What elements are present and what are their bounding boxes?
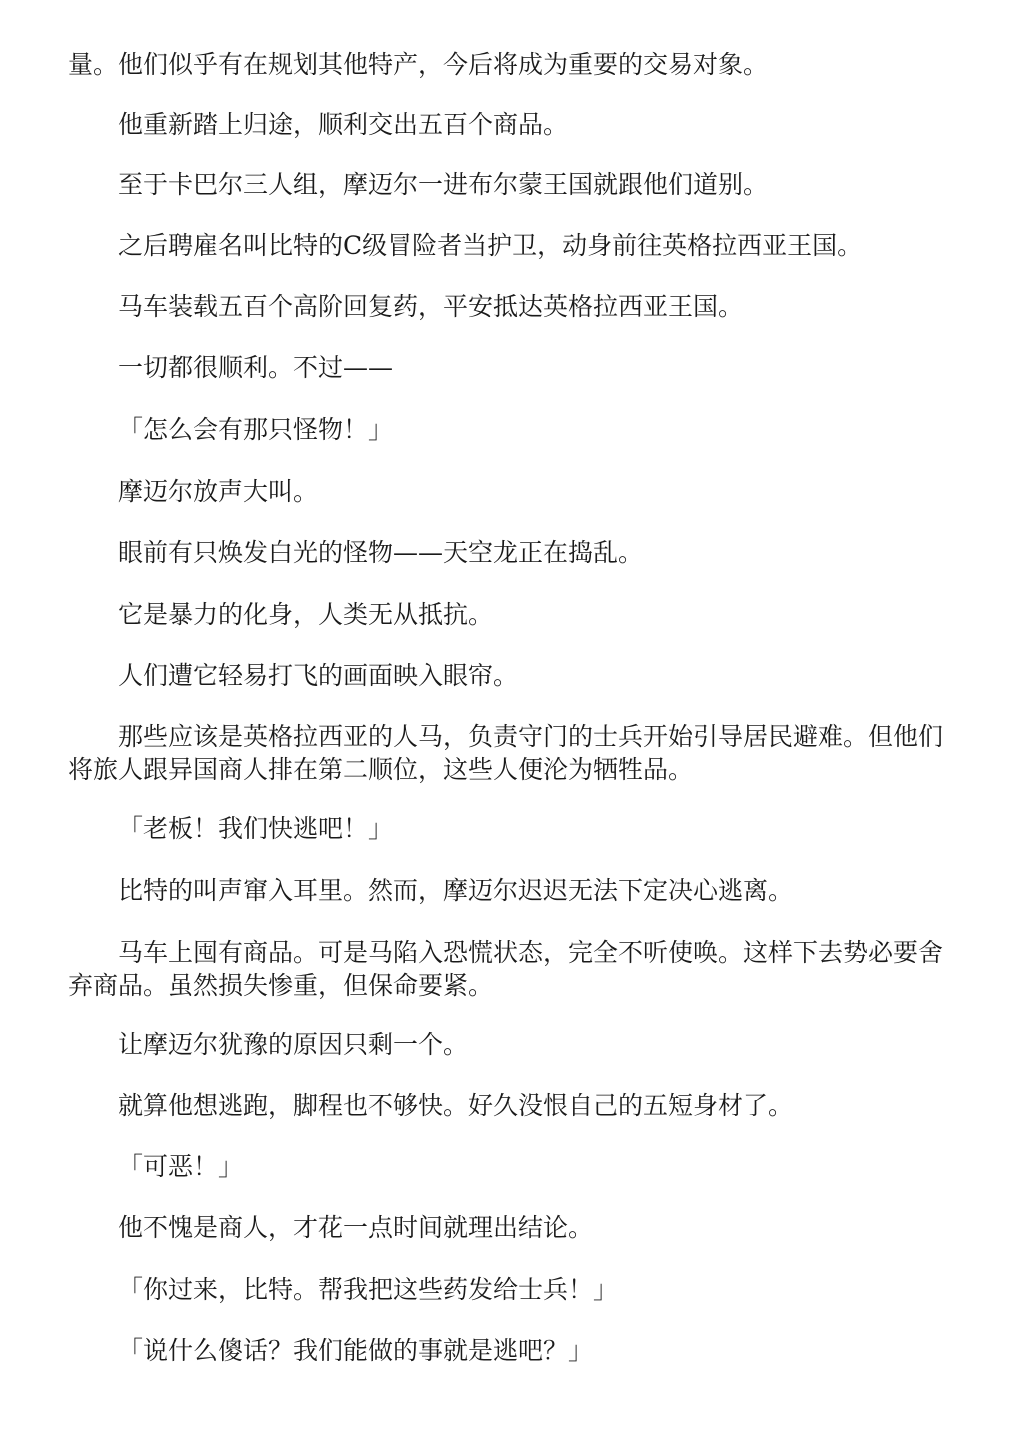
dialogue-paragraph: 「说什么傻话？我们能做的事就是逃吧？」 — [118, 1336, 594, 1365]
paragraph: 摩迈尔放声大叫。 — [118, 477, 319, 506]
paragraph: 之后聘雇名叫比特的C级冒险者当护卫，动身前往英格拉西亚王国。 — [118, 231, 863, 260]
dialogue-paragraph: 「怎么会有那只怪物！」 — [118, 415, 394, 444]
paragraph: 马车装载五百个高阶回复药，平安抵达英格拉西亚王国。 — [118, 292, 744, 321]
paragraph: 一切都很顺利。不过—— — [118, 353, 394, 382]
paragraph: 他不愧是商人，才花一点时间就理出结论。 — [118, 1213, 594, 1242]
paragraph: 人们遭它轻易打飞的画面映入眼帘。 — [118, 661, 519, 690]
paragraph: 马车上囤有商品。可是马陷入恐慌状态，完全不听使唤。这样下去势必要舍弃商品。虽然损失惨重，但保命要紧。 — [68, 938, 944, 1000]
dialogue-paragraph: 「老板！我们快逃吧！」 — [118, 814, 394, 843]
paragraph: 他重新踏上归途，顺利交出五百个商品。 — [118, 110, 569, 139]
paragraph: 至于卡巴尔三人组，摩迈尔一进布尔蒙王国就跟他们道别。 — [118, 170, 769, 199]
paragraph-continuation: 量。他们似乎有在规划其他特产，今后将成为重要的交易对象。 — [68, 50, 769, 79]
paragraph: 眼前有只焕发白光的怪物——天空龙正在捣乱。 — [118, 538, 644, 567]
paragraph: 比特的叫声窜入耳里。然而，摩迈尔迟迟无法下定决心逃离。 — [118, 876, 794, 905]
paragraph: 那些应该是英格拉西亚的人马，负责守门的士兵开始引导居民避难。但他们将旅人跟异国商人排在第二顺位，这些人便沦为牺牲品。 — [68, 722, 944, 784]
paragraph: 它是暴力的化身，人类无从抵抗。 — [118, 600, 494, 629]
dialogue-paragraph: 「你过来，比特。帮我把这些药发给士兵！」 — [118, 1275, 619, 1304]
paragraph: 就算他想逃跑，脚程也不够快。好久没恨自己的五短身材了。 — [118, 1091, 794, 1120]
dialogue-paragraph: 「可恶！」 — [118, 1152, 244, 1181]
paragraph: 让摩迈尔犹豫的原因只剩一个。 — [118, 1030, 469, 1059]
